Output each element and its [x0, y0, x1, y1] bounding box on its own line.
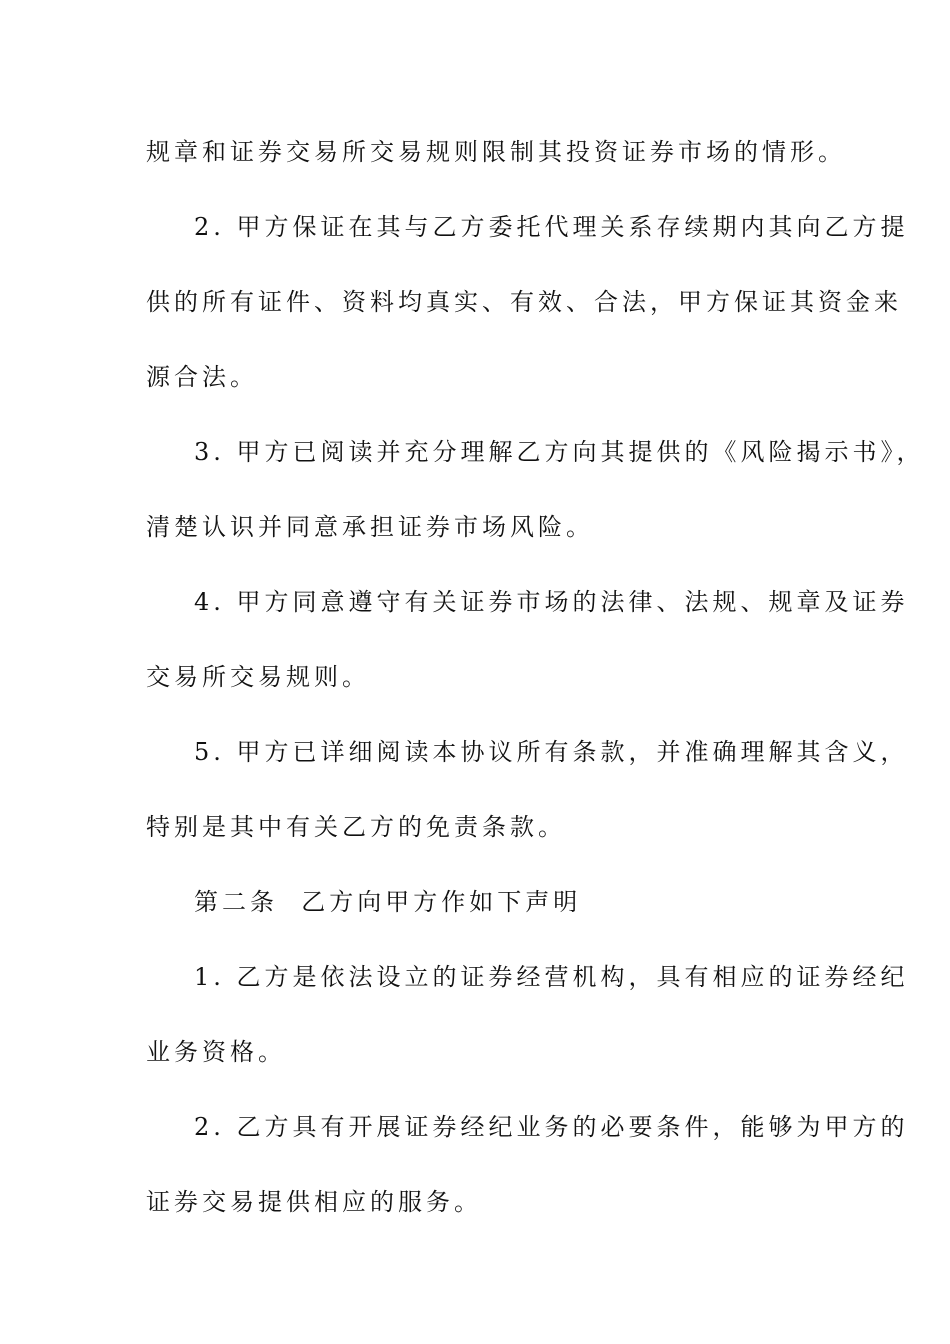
- clause-4-line: 4. 甲方同意遵守有关证券市场的法律、法规、规章及证券: [194, 588, 909, 616]
- body-text-line: 供的所有证件、资料均真实、有效、合法，甲方保证其资金来: [146, 288, 902, 316]
- clause-2-line: 2. 甲方保证在其与乙方委托代理关系存续期内其向乙方提: [194, 213, 909, 241]
- body-text-line: 规章和证券交易所交易规则限制其投资证券市场的情形。: [146, 138, 846, 166]
- body-text-line: 证券交易提供相应的服务。: [146, 1188, 482, 1216]
- clause-3-line: 3. 甲方已阅读并充分理解乙方向其提供的《风险揭示书》，: [194, 438, 925, 466]
- body-text-line: 特别是其中有关乙方的免责条款。: [146, 813, 566, 841]
- clause-5-line: 5. 甲方已详细阅读本协议所有条款，并准确理解其含义，: [194, 738, 909, 766]
- body-text-line: 业务资格。: [146, 1038, 286, 1066]
- article-heading: 第二条 乙方向甲方作如下声明: [194, 888, 582, 916]
- body-text-line: 交易所交易规则。: [146, 663, 370, 691]
- clause-2-line: 2. 乙方具有开展证券经纪业务的必要条件，能够为甲方的: [194, 1113, 909, 1141]
- body-text-line: 清楚认识并同意承担证券市场风险。: [146, 513, 594, 541]
- body-text-line: 源合法。: [146, 363, 258, 391]
- clause-1-line: 1. 乙方是依法设立的证券经营机构，具有相应的证券经纪: [194, 963, 909, 991]
